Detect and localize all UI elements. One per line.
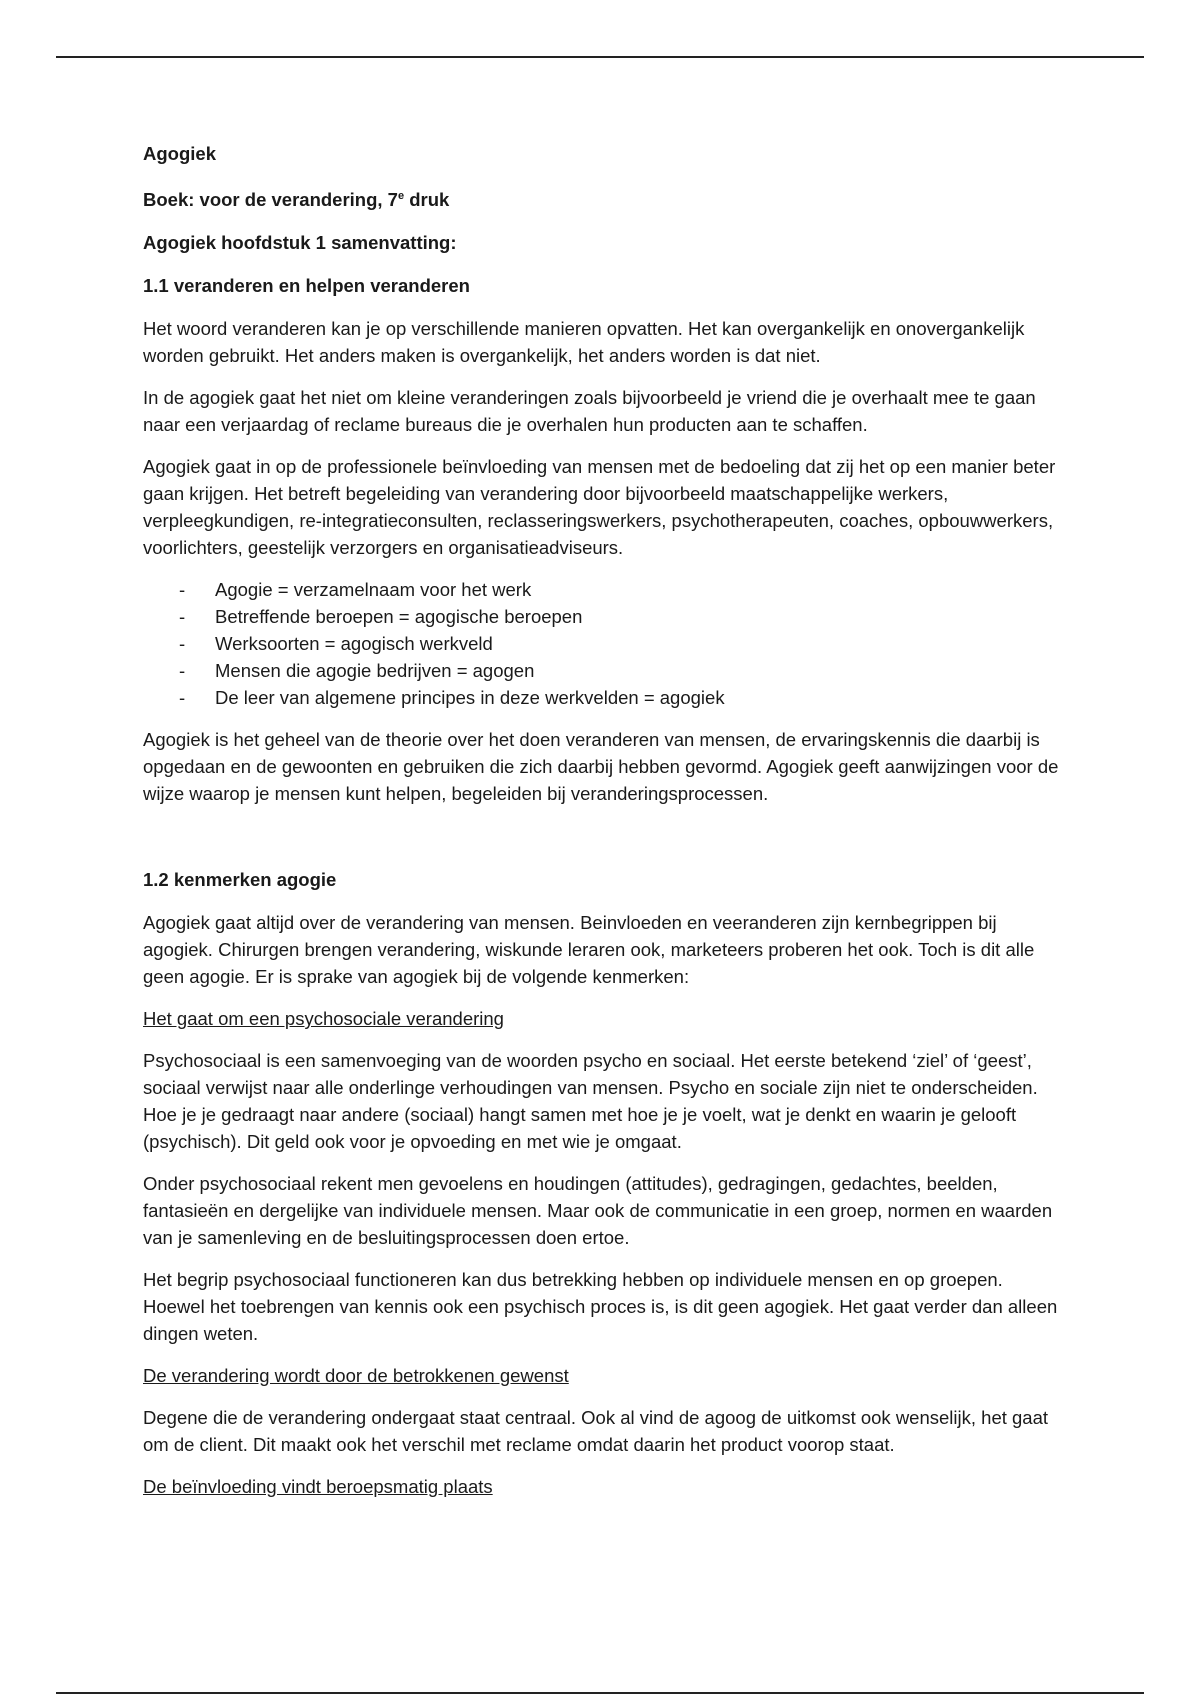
list-item: [143, 576, 1063, 603]
paragraph: Psychosociaal is een samenvoeging van de woorden psycho en sociaal. Het eerste betekend ‘ziel’ of ‘geest’, sociaal verwijst naar alle onderlinge verhoudingen van mensen. Psycho en sociale zijn niet te onderscheiden. Hoe je je gedraagt naar andere (sociaal) hangt samen met hoe je je voelt, wat je denkt en waarin je gelooft (psychisch). Dit geld ook voor je opvoeding en met wie je omgaat.: [143, 1050, 1038, 1153]
paragraph: In de agogiek gaat het niet om kleine veranderingen zoals bijvoorbeeld je vriend die je overhaalt mee te gaan naar een verjaardag of reclame bureaus die je overhalen hun producten aan te schaffen.: [143, 387, 1036, 436]
book-suffix: druk: [404, 189, 450, 211]
list-item-text: De leer van algemene principes in deze werkvelden = agogiek: [215, 687, 725, 709]
bullet-dash: -: [179, 633, 186, 655]
list-item: [143, 657, 1063, 684]
bullet-dash: -: [179, 687, 186, 709]
section-heading-1-1: 1.1 veranderen en helpen veranderen: [143, 275, 470, 297]
document-body: [143, 140, 1063, 1515]
list-item-text: Werksoorten = agogisch werkveld: [215, 633, 493, 655]
paragraph: Onder psychosociaal rekent men gevoelens en houdingen (attitudes), gedragingen, gedachtes, beelden, fantasieën en dergelijke van individuele mensen. Maar ook de communicatie in een groep, normen en waarden van je samenleving en de besluitingsprocessen doen ertoe.: [143, 1173, 1053, 1249]
list-item-text: Agogie = verzamelnaam voor het werk: [215, 579, 532, 601]
book-reference: [143, 183, 1063, 213]
bullet-dash: -: [179, 579, 186, 601]
paragraph: Degene die de verandering ondergaat staat centraal. Ook al vind de agoog de uitkomst ook wenselijk, het gaat om de client. Dit maakt ook het verschil met reclame omdat daarin het product voorop staat.: [143, 1407, 1049, 1456]
section-heading-1-2: 1.2 kenmerken agogie: [143, 869, 337, 891]
bullet-dash: -: [179, 606, 186, 628]
paragraph: Het begrip psychosociaal functioneren kan dus betrekking hebben op individuele mensen en op groepen. Hoewel het toebrengen van kennis ook een psychisch proces is, is dit geen agogiek. Het gaat verder dan alleen dingen weten.: [143, 1269, 1058, 1345]
section-gap: [143, 822, 1063, 866]
chapter-title: Agogiek hoofdstuk 1 samenvatting:: [143, 232, 457, 254]
header-rule: [56, 56, 1144, 58]
subheading: De beïnvloeding vindt beroepsmatig plaats: [143, 1476, 493, 1498]
list-item-text: Mensen die agogie bedrijven = agogen: [215, 660, 535, 682]
paragraph: Het woord veranderen kan je op verschillende manieren opvatten. Het kan overgankelijk en onovergankelijk worden gebruikt. Het anders maken is overgankelijk, het anders worden is dat niet.: [143, 318, 1025, 367]
subheading: Het gaat om een psychosociale verandering: [143, 1008, 504, 1030]
definitions-list: [143, 576, 1063, 711]
subheading: De verandering wordt door de betrokkenen gewenst: [143, 1365, 569, 1387]
list-item: [143, 684, 1063, 711]
book-label: Boek: voor de verandering, 7: [143, 189, 398, 211]
paragraph: Agogiek is het geheel van de theorie over het doen veranderen van mensen, de ervaringskennis die daarbij is opgedaan en de gewoonten en gebruiken die zich daarbij hebben gevormd. Agogiek geeft aanwijzingen voor de wijze waarop je mensen kunt helpen, begeleiden bij veranderingsprocessen.: [143, 729, 1059, 805]
paragraph: Agogiek gaat altijd over de verandering van mensen. Beinvloeden en veeranderen zijn kernbegrippen bij agogiek. Chirurgen brengen verandering, wiskunde leraren ook, marketeers proberen het ook. Toch is dit alle geen agogie. Er is sprake van agogiek bij de volgende kenmerken:: [143, 912, 1035, 988]
document-title: Agogiek: [143, 143, 216, 164]
book-edition-superscript: e: [397, 190, 405, 202]
list-item: [143, 630, 1063, 657]
bullet-dash: -: [179, 660, 186, 682]
paragraph: Agogiek gaat in op de professionele beïnvloeding van mensen met de bedoeling dat zij het op een manier beter gaan krijgen. Het betreft begeleiding van verandering door bijvoorbeeld maatschappelijke werkers, verpleegkundigen, re-integratieconsulten, reclasseringswerkers, psychotherapeuten, coaches, opbouwwerkers, voorlichters, geestelijk verzorgers en organisatieadviseurs.: [143, 456, 1056, 559]
list-item-text: Betreffende beroepen = agogische beroepen: [215, 606, 583, 628]
list-item: [143, 603, 1063, 630]
footer-rule: [56, 1692, 1144, 1694]
